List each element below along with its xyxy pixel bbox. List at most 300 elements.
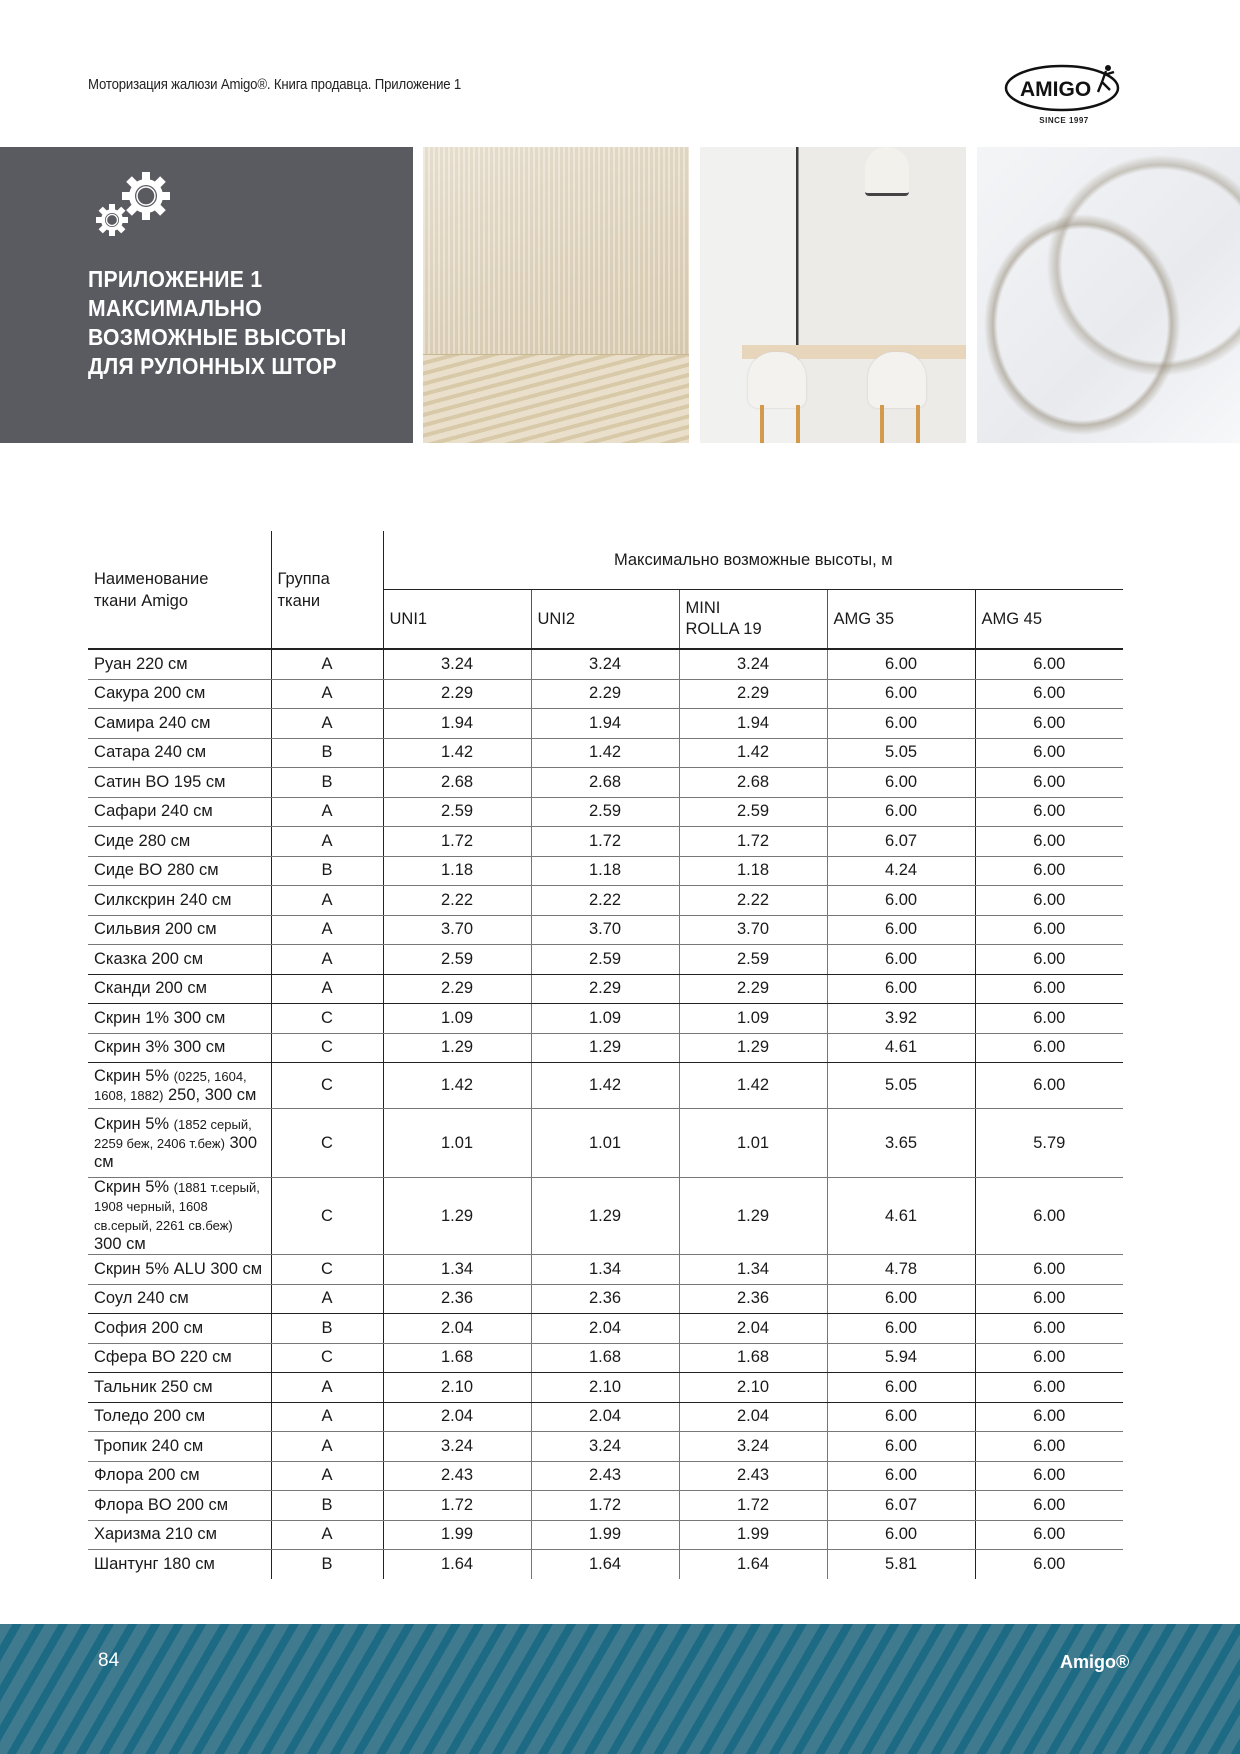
header-line: MINI: [685, 599, 721, 617]
cell-fabric-name: [88, 1314, 271, 1344]
cell-mini-rolla-19: 1.68: [679, 1343, 827, 1373]
cell-fabric-group: A: [271, 827, 383, 857]
cell-mini-rolla-19: 3.70: [679, 915, 827, 945]
cell-uni1: 2.29: [383, 679, 531, 709]
cell-amg-35: 6.00: [827, 1373, 975, 1403]
logo-tagline: SINCE 1997: [1039, 116, 1089, 125]
cell-uni2: 1.72: [531, 1491, 679, 1521]
cell-mini-rolla-19: 2.29: [679, 679, 827, 709]
page-number: 84: [98, 1650, 120, 1671]
header-line: AMG 35: [833, 609, 895, 628]
fabric-name: Сиде BO 280 см: [94, 861, 219, 880]
cell-amg-45: 6.00: [975, 1550, 1123, 1579]
cell-fabric-group: C: [271, 1343, 383, 1373]
cell-uni2: 2.04: [531, 1402, 679, 1432]
fabric-name: Сфера BO 220 см: [94, 1348, 232, 1367]
cell-fabric-name: [88, 797, 271, 827]
cell-mini-rolla-19: 1.29: [679, 1033, 827, 1063]
fabric-name: Сказка 200 см: [94, 949, 204, 968]
pendant-lamp-shape: [865, 147, 909, 196]
cell-amg-35: 6.00: [827, 649, 975, 679]
table-row: [88, 1491, 1123, 1521]
cell-fabric-name: [88, 1109, 271, 1178]
cell-uni2: 3.24: [531, 649, 679, 679]
cell-amg-35: 6.00: [827, 886, 975, 916]
chair-shape: [748, 352, 806, 408]
fabric-width: 300 см: [94, 1133, 258, 1171]
cell-amg-45: 6.00: [975, 1402, 1123, 1432]
cell-amg-35: 4.61: [827, 1178, 975, 1255]
cell-fabric-group: A: [271, 679, 383, 709]
column-header-amg-45: [975, 590, 1123, 650]
table-row: [88, 1520, 1123, 1550]
cell-uni1: 2.43: [383, 1461, 531, 1491]
cell-amg-35: 4.78: [827, 1255, 975, 1285]
cell-uni1: 2.29: [383, 974, 531, 1004]
cell-amg-35: 6.00: [827, 974, 975, 1004]
cell-uni1: 2.59: [383, 945, 531, 975]
fabric-name: Сильвия 200 см: [94, 920, 217, 939]
cell-amg-45: 6.00: [975, 1178, 1123, 1255]
fabric-name: Скрин 1% 300 см: [94, 1008, 226, 1027]
cell-amg-45: 6.00: [975, 797, 1123, 827]
column-group-header-max-heights: Максимально возможные высоты, м: [383, 531, 1123, 590]
cell-amg-35: 6.00: [827, 1432, 975, 1462]
cell-fabric-group: A: [271, 797, 383, 827]
table-row: [88, 797, 1123, 827]
fabric-name: Сатара 240 см: [94, 743, 207, 762]
cell-uni1: 1.42: [383, 738, 531, 768]
patterned-fabric-roll-photo: [977, 147, 1240, 443]
cell-amg-35: 6.00: [827, 1284, 975, 1314]
cell-uni2: 1.64: [531, 1550, 679, 1579]
cell-uni2: 2.04: [531, 1314, 679, 1344]
table-row: [88, 1402, 1123, 1432]
cell-mini-rolla-19: 2.68: [679, 768, 827, 798]
cell-uni1: 2.10: [383, 1373, 531, 1403]
cell-uni2: 1.29: [531, 1178, 679, 1255]
table-row: [88, 649, 1123, 679]
cell-fabric-group: C: [271, 1033, 383, 1063]
cell-uni2: 2.22: [531, 886, 679, 916]
cell-fabric-group: A: [271, 915, 383, 945]
cell-uni2: 2.59: [531, 945, 679, 975]
fabric-name: Скрин 5%: [94, 1066, 174, 1085]
cell-amg-45: 6.00: [975, 768, 1123, 798]
cell-amg-45: 6.00: [975, 1063, 1123, 1109]
cell-amg-35: 6.00: [827, 1314, 975, 1344]
cell-uni1: 1.29: [383, 1178, 531, 1255]
cell-uni2: 2.10: [531, 1373, 679, 1403]
chair-leg-shape: [760, 405, 764, 443]
cell-mini-rolla-19: 2.59: [679, 797, 827, 827]
cell-uni2: 1.99: [531, 1520, 679, 1550]
fabric-name: Скрин 3% 300 см: [94, 1038, 226, 1057]
cell-fabric-name: [88, 1255, 271, 1285]
cell-fabric-group: A: [271, 1520, 383, 1550]
logo-emblem-icon: [1002, 58, 1126, 116]
table-row: [88, 1255, 1123, 1285]
cell-uni1: 3.24: [383, 649, 531, 679]
cell-fabric-group: A: [271, 649, 383, 679]
header-line: ткани Amigo: [94, 591, 188, 610]
header-line: ROLLA 19: [685, 620, 762, 638]
cell-uni2: 3.24: [531, 1432, 679, 1462]
fabric-name: Флора 200 см: [94, 1466, 200, 1485]
cell-amg-45: 6.00: [975, 1432, 1123, 1462]
cell-mini-rolla-19: 1.34: [679, 1255, 827, 1285]
fabric-name: Тальник 250 см: [94, 1377, 213, 1396]
cell-amg-45: 6.00: [975, 915, 1123, 945]
cell-fabric-group: C: [271, 1255, 383, 1285]
cell-fabric-name: [88, 827, 271, 857]
cell-uni1: 2.22: [383, 886, 531, 916]
cell-fabric-name: [88, 1432, 271, 1462]
column-header-fabric-group: [271, 531, 383, 649]
fabric-name: Силкскрин 240 см: [94, 890, 232, 909]
cell-uni1: 1.68: [383, 1343, 531, 1373]
cell-mini-rolla-19: 1.09: [679, 1004, 827, 1034]
cell-fabric-group: A: [271, 1284, 383, 1314]
cell-amg-35: 6.00: [827, 768, 975, 798]
table-row: [88, 679, 1123, 709]
cell-uni1: 2.04: [383, 1402, 531, 1432]
fabric-name: Толедо 200 см: [94, 1407, 206, 1426]
cell-mini-rolla-19: 2.29: [679, 974, 827, 1004]
cell-fabric-group: B: [271, 768, 383, 798]
table-row: [88, 1109, 1123, 1178]
cell-amg-45: 6.00: [975, 1314, 1123, 1344]
column-header-uni1: [383, 590, 531, 650]
table-row: [88, 768, 1123, 798]
fabric-name: Флора BO 200 см: [94, 1495, 229, 1514]
cell-uni1: 1.94: [383, 709, 531, 739]
cell-amg-35: 6.00: [827, 1520, 975, 1550]
cell-fabric-group: A: [271, 1402, 383, 1432]
cell-mini-rolla-19: 2.22: [679, 886, 827, 916]
cell-uni2: 3.70: [531, 915, 679, 945]
cell-amg-35: 5.05: [827, 738, 975, 768]
cell-mini-rolla-19: 1.99: [679, 1520, 827, 1550]
cell-amg-45: 6.00: [975, 1461, 1123, 1491]
fabric-name: Скрин 5% ALU 300 см: [94, 1259, 263, 1278]
cell-amg-45: 6.00: [975, 1343, 1123, 1373]
footer-brand: Amigo®: [1060, 1652, 1130, 1672]
cell-mini-rolla-19: 3.24: [679, 1432, 827, 1462]
table-row: [88, 1033, 1123, 1063]
cell-amg-35: 3.65: [827, 1109, 975, 1178]
cell-uni1: 1.34: [383, 1255, 531, 1285]
dining-room-roller-blind-photo: [700, 147, 966, 443]
fabric-width: 300 см: [94, 1235, 146, 1253]
cell-uni1: 1.18: [383, 856, 531, 886]
cell-fabric-group: A: [271, 974, 383, 1004]
cell-uni1: 3.24: [383, 1432, 531, 1462]
fabric-texture-photo: [423, 147, 689, 443]
cell-mini-rolla-19: 2.04: [679, 1314, 827, 1344]
cell-fabric-group: C: [271, 1109, 383, 1178]
table-row: [88, 974, 1123, 1004]
cell-fabric-name: [88, 1063, 271, 1109]
header-line: ткани: [277, 591, 321, 610]
cell-amg-45: 6.00: [975, 827, 1123, 857]
cell-amg-35: 6.00: [827, 679, 975, 709]
amigo-logo: [1002, 58, 1126, 128]
cell-uni1: 1.99: [383, 1520, 531, 1550]
cell-uni2: 2.36: [531, 1284, 679, 1314]
cell-mini-rolla-19: 1.64: [679, 1550, 827, 1579]
logo-wordmark: AMIGO: [1020, 78, 1092, 101]
cell-amg-35: 6.07: [827, 1491, 975, 1521]
cell-uni2: 1.09: [531, 1004, 679, 1034]
table-row: [88, 856, 1123, 886]
chair-shape: [868, 352, 926, 408]
cell-fabric-name: [88, 1033, 271, 1063]
cell-fabric-group: B: [271, 738, 383, 768]
chair-leg-shape: [916, 405, 920, 443]
cell-amg-45: 6.00: [975, 709, 1123, 739]
table-row: [88, 1343, 1123, 1373]
cell-fabric-name: [88, 974, 271, 1004]
cell-fabric-name: [88, 1520, 271, 1550]
cell-amg-35: 6.00: [827, 915, 975, 945]
cell-amg-35: 5.81: [827, 1550, 975, 1579]
cell-fabric-group: B: [271, 1314, 383, 1344]
cell-fabric-name: [88, 1343, 271, 1373]
cell-mini-rolla-19: 2.04: [679, 1402, 827, 1432]
fabric-name: Тропик 240 см: [94, 1436, 204, 1455]
cell-fabric-group: B: [271, 1550, 383, 1579]
cell-amg-45: 6.00: [975, 886, 1123, 916]
cell-amg-45: 6.00: [975, 1255, 1123, 1285]
cell-fabric-group: A: [271, 709, 383, 739]
cell-uni1: 1.29: [383, 1033, 531, 1063]
cell-amg-45: 6.00: [975, 1520, 1123, 1550]
cell-amg-35: 3.92: [827, 1004, 975, 1034]
cell-mini-rolla-19: 1.42: [679, 738, 827, 768]
cell-fabric-name: [88, 945, 271, 975]
cell-fabric-name: [88, 679, 271, 709]
cell-uni2: 1.72: [531, 827, 679, 857]
hero-title-line: ДЛЯ РУЛОННЫХ ШТОР: [88, 353, 337, 379]
cell-amg-35: 5.94: [827, 1343, 975, 1373]
cell-uni2: 2.29: [531, 974, 679, 1004]
column-header-uni2: [531, 590, 679, 650]
gears-icon: [92, 167, 176, 243]
column-header-fabric-name: [88, 531, 271, 649]
cell-fabric-name: [88, 1402, 271, 1432]
table-row: [88, 915, 1123, 945]
fabric-name: София 200 см: [94, 1318, 204, 1337]
table-row: [88, 1284, 1123, 1314]
column-header-mini-rolla-19: [679, 590, 827, 650]
column-header-amg-35: [827, 590, 975, 650]
fabric-name: Шантунг 180 см: [94, 1554, 215, 1573]
fabric-name: Скрин 5%: [94, 1178, 174, 1196]
cell-uni2: 1.68: [531, 1343, 679, 1373]
fabric-color-codes-note: (1881 т.серый, 1908 черный, 1608 св.серый, 2261 св.беж): [94, 1180, 260, 1233]
cell-fabric-name: [88, 709, 271, 739]
cell-amg-35: 6.00: [827, 1402, 975, 1432]
cell-amg-45: 6.00: [975, 649, 1123, 679]
cell-fabric-name: [88, 915, 271, 945]
fabric-name: Сакура 200 см: [94, 684, 206, 703]
cell-fabric-name: [88, 1491, 271, 1521]
cell-fabric-name: [88, 1178, 271, 1255]
cell-fabric-name: [88, 1284, 271, 1314]
hero-title-line: ПРИЛОЖЕНИЕ 1: [88, 266, 263, 292]
cell-uni1: 1.64: [383, 1550, 531, 1579]
fabric-name: Сафари 240 см: [94, 802, 213, 821]
cell-amg-45: 6.00: [975, 1491, 1123, 1521]
cell-uni2: 1.18: [531, 856, 679, 886]
cell-fabric-group: A: [271, 1373, 383, 1403]
cell-mini-rolla-19: 3.24: [679, 649, 827, 679]
cell-fabric-group: A: [271, 945, 383, 975]
fabric-color-codes-note: (1852 серый, 2259 беж, 2406 т.беж): [94, 1116, 252, 1151]
cell-fabric-name: [88, 886, 271, 916]
cell-uni2: 1.34: [531, 1255, 679, 1285]
cell-fabric-name: [88, 768, 271, 798]
table-row: [88, 1373, 1123, 1403]
cell-fabric-group: B: [271, 1491, 383, 1521]
cell-fabric-name: [88, 1461, 271, 1491]
hero-title-line: МАКСИМАЛЬНО: [88, 295, 263, 321]
cell-uni2: 1.42: [531, 1063, 679, 1109]
cell-mini-rolla-19: 2.10: [679, 1373, 827, 1403]
cell-uni1: 2.59: [383, 797, 531, 827]
cell-fabric-group: A: [271, 886, 383, 916]
table-row: [88, 1178, 1123, 1255]
cell-amg-45: 6.00: [975, 945, 1123, 975]
table-row: [88, 1314, 1123, 1344]
cell-amg-35: 6.07: [827, 827, 975, 857]
cell-fabric-name: [88, 649, 271, 679]
cell-uni1: 2.36: [383, 1284, 531, 1314]
header-line: UNI2: [537, 609, 576, 628]
cell-amg-35: 6.00: [827, 709, 975, 739]
fabric-width: 250, 300 см: [163, 1085, 257, 1104]
hero-title: [88, 265, 347, 381]
cell-uni1: 1.72: [383, 827, 531, 857]
cell-fabric-name: [88, 1004, 271, 1034]
cell-fabric-group: C: [271, 1178, 383, 1255]
cell-uni2: 1.29: [531, 1033, 679, 1063]
cell-mini-rolla-19: 2.36: [679, 1284, 827, 1314]
cell-uni2: 2.59: [531, 797, 679, 827]
table-row: [88, 886, 1123, 916]
cell-amg-45: 6.00: [975, 1004, 1123, 1034]
cell-amg-45: 6.00: [975, 738, 1123, 768]
cell-uni1: 1.01: [383, 1109, 531, 1178]
table-row: [88, 827, 1123, 857]
table-row: [88, 1550, 1123, 1579]
table-body: [88, 649, 1123, 1579]
cell-mini-rolla-19: 1.72: [679, 827, 827, 857]
cell-amg-45: 6.00: [975, 1373, 1123, 1403]
cell-mini-rolla-19: 2.59: [679, 945, 827, 975]
page-footer: [0, 1624, 1240, 1754]
cell-uni2: 1.01: [531, 1109, 679, 1178]
cell-fabric-group: C: [271, 1063, 383, 1109]
cell-amg-35: 6.00: [827, 945, 975, 975]
cell-fabric-name: [88, 856, 271, 886]
cell-fabric-group: C: [271, 1004, 383, 1034]
cell-fabric-name: [88, 1550, 271, 1579]
cell-uni1: 1.09: [383, 1004, 531, 1034]
chair-leg-shape: [880, 405, 884, 443]
cell-amg-45: 6.00: [975, 679, 1123, 709]
cell-fabric-name: [88, 738, 271, 768]
hero-panel: [0, 147, 413, 443]
fabric-name: Сатин BO 195 см: [94, 772, 226, 791]
running-header-title: Моторизация жалюзи Amigo®. Книга продавца. Приложение 1: [88, 76, 462, 93]
fabric-name: Харизма 210 см: [94, 1525, 217, 1544]
cell-mini-rolla-19: 2.43: [679, 1461, 827, 1491]
fabric-color-codes-note: (0225, 1604, 1608, 1882): [94, 1068, 247, 1103]
table-row: [88, 1063, 1123, 1109]
cell-amg-45: 6.00: [975, 856, 1123, 886]
cell-amg-45: 5.79: [975, 1109, 1123, 1178]
table-row: [88, 1004, 1123, 1034]
cell-uni2: 1.42: [531, 738, 679, 768]
fabric-name: Самира 240 см: [94, 713, 211, 732]
cell-uni2: 2.43: [531, 1461, 679, 1491]
cell-fabric-name: [88, 1373, 271, 1403]
max-heights-table: [88, 531, 1123, 1579]
table-row: [88, 1432, 1123, 1462]
fabric-name: Руан 220 см: [94, 654, 188, 673]
cell-mini-rolla-19: 1.29: [679, 1178, 827, 1255]
cell-uni2: 1.94: [531, 709, 679, 739]
max-heights-table-container: [88, 531, 1123, 1579]
fabric-name: Сиде 280 см: [94, 831, 191, 850]
header-line: UNI1: [389, 609, 428, 628]
fabric-name: Скрин 5%: [94, 1114, 174, 1133]
cell-uni2: 2.68: [531, 768, 679, 798]
cell-amg-45: 6.00: [975, 1284, 1123, 1314]
cell-amg-35: 6.00: [827, 1461, 975, 1491]
table-row: [88, 709, 1123, 739]
header-line: Наименование: [94, 569, 209, 588]
cell-uni1: 3.70: [383, 915, 531, 945]
cell-uni1: 2.68: [383, 768, 531, 798]
cell-mini-rolla-19: 1.42: [679, 1063, 827, 1109]
table-row: [88, 738, 1123, 768]
cell-fabric-group: A: [271, 1461, 383, 1491]
cell-amg-35: 4.61: [827, 1033, 975, 1063]
cell-uni1: 2.04: [383, 1314, 531, 1344]
cell-amg-35: 4.24: [827, 856, 975, 886]
fabric-name: Соул 240 см: [94, 1289, 189, 1308]
cell-fabric-group: B: [271, 856, 383, 886]
cell-uni1: 1.72: [383, 1491, 531, 1521]
chair-leg-shape: [796, 405, 800, 443]
cell-mini-rolla-19: 1.94: [679, 709, 827, 739]
fabric-name: Сканди 200 см: [94, 979, 207, 998]
cell-uni1: 1.42: [383, 1063, 531, 1109]
cell-mini-rolla-19: 1.72: [679, 1491, 827, 1521]
cell-mini-rolla-19: 1.18: [679, 856, 827, 886]
cell-amg-45: 6.00: [975, 1033, 1123, 1063]
cell-amg-45: 6.00: [975, 974, 1123, 1004]
header-line: AMG 45: [981, 609, 1043, 628]
cell-fabric-group: A: [271, 1432, 383, 1462]
header-line: Группа: [277, 569, 330, 588]
cell-uni2: 2.29: [531, 679, 679, 709]
cell-amg-35: 5.05: [827, 1063, 975, 1109]
table-row: [88, 945, 1123, 975]
